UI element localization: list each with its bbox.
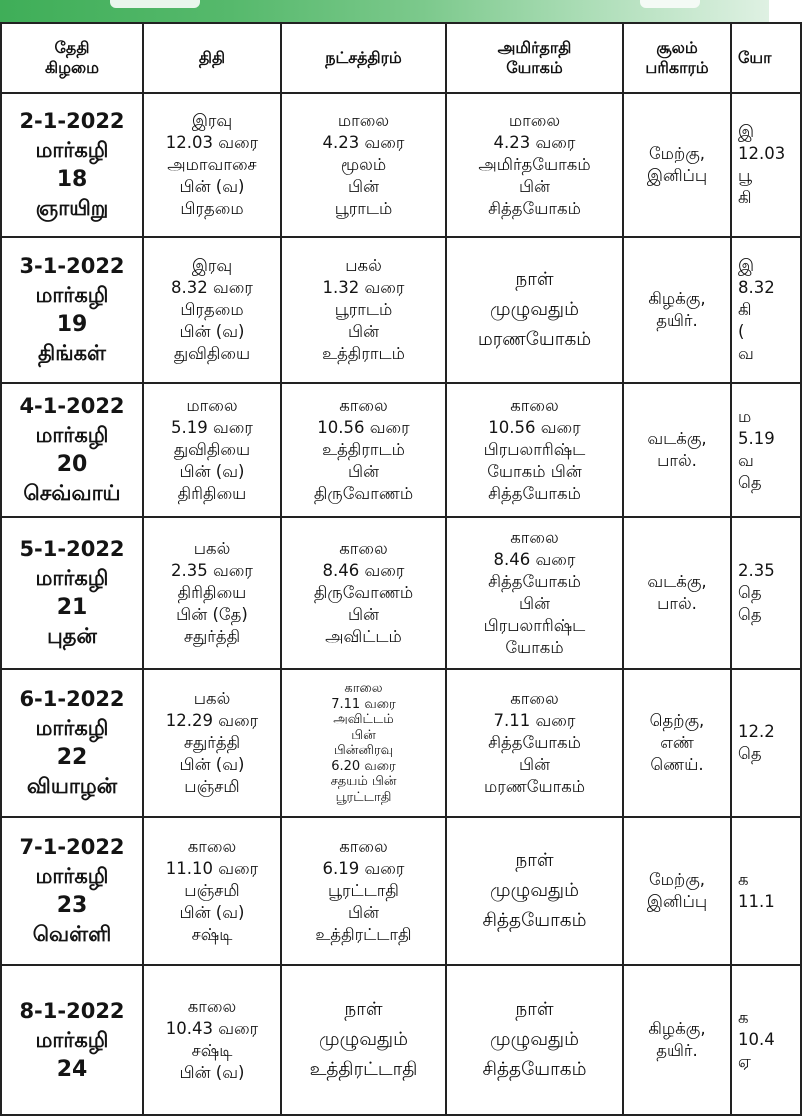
yogam-cell-line: 7.11 வரை <box>493 711 576 730</box>
nakshatram-cell-line: மாலை <box>337 111 390 130</box>
extra-cell-line: 10.4 <box>738 1030 775 1049</box>
nakshatram-cell-line: 4.23 வரை <box>322 133 405 152</box>
yogam-cell-line: பிரபலாரிஷ்ட <box>483 616 586 635</box>
yogam-cell-line: பிரபலாரிஷ்ட <box>483 440 586 459</box>
thithi-cell-line: 2.35 வரை <box>171 561 253 580</box>
nakshatram-cell-line: காலை <box>344 681 383 696</box>
yogam-cell-line: பின் <box>518 594 551 613</box>
date-cell-line: 3-1-2022 <box>19 254 125 278</box>
date-cell-line: 18 <box>56 167 88 192</box>
nakshatram-cell <box>281 517 446 669</box>
table-row <box>1 817 801 965</box>
nakshatram-cell-line: மூலம் <box>340 155 387 174</box>
thithi-cell-line: சஷ்டி <box>191 925 233 944</box>
yogam-cell-line: பின் <box>518 177 551 196</box>
extra-cell-line: தெ <box>738 473 762 492</box>
date-cell-line: 20 <box>56 452 88 477</box>
date-cell-line: 22 <box>56 745 88 770</box>
thithi-cell-line: அமாவாசை <box>167 155 257 174</box>
extra-cell-line: 2.35 <box>738 561 775 580</box>
extra-cell-line: 11.1 <box>738 892 775 911</box>
thithi-cell-line: சஷ்டி <box>191 1041 233 1060</box>
nakshatram-cell-line: பகல் <box>345 256 382 275</box>
nakshatram-cell-line: பின் <box>347 322 380 341</box>
yogam-cell-line: யோகம் <box>505 638 564 657</box>
date-cell-line: மார்கழி <box>35 138 109 162</box>
thithi-cell-line: 10.43 வரை <box>165 1019 259 1038</box>
thithi-cell <box>143 817 281 965</box>
nakshatram-cell <box>281 965 446 1115</box>
soolam-cell <box>623 965 731 1115</box>
soolam-cell-line: எண் <box>660 733 694 752</box>
yogam-cell-line: நாள் <box>515 850 554 871</box>
soolam-cell-line: பால். <box>657 594 697 613</box>
nakshatram-cell-line: 1.32 வரை <box>322 278 405 297</box>
soolam-cell-line: மேற்கு, <box>648 144 706 163</box>
date-cell <box>1 669 143 817</box>
nakshatram-cell-line: பின்னிரவு <box>333 743 394 758</box>
date-cell <box>1 237 143 383</box>
nakshatram-cell <box>281 817 446 965</box>
thithi-cell-line: பின் (வ) <box>179 177 245 196</box>
extra-cell-line: கி <box>738 300 752 319</box>
date-cell-line: திங்கள் <box>38 341 106 365</box>
header-soolam: சூலம் பரிகாரம் <box>623 23 731 93</box>
thithi-cell-line: பஞ்சமி <box>184 881 240 900</box>
thithi-cell-line: பின் (வ) <box>179 322 245 341</box>
extra-cell-line: தெ <box>738 583 762 602</box>
yogam-cell-line: பின் <box>518 755 551 774</box>
yogam-cell-line: சித்தயோகம் <box>488 484 581 503</box>
soolam-cell-line: ணெய். <box>650 755 704 774</box>
soolam-cell-line: தெற்கு, <box>649 711 705 730</box>
table-row <box>1 517 801 669</box>
nakshatram-cell-line: திருவோணம் <box>313 484 414 503</box>
nakshatram-cell <box>281 237 446 383</box>
nakshatram-cell-line: உத்திரட்டாதி <box>315 925 412 944</box>
extra-cell <box>731 383 801 517</box>
extra-cell-line: பூ <box>738 166 752 185</box>
banner-highlight <box>110 0 200 8</box>
nakshatram-cell-line: உத்திராடம் <box>322 344 405 363</box>
extra-cell <box>731 817 801 965</box>
thithi-cell <box>143 383 281 517</box>
yogam-cell-line: மரணயோகம் <box>477 329 592 350</box>
date-cell-line: 5-1-2022 <box>19 537 125 561</box>
thithi-cell <box>143 517 281 669</box>
date-cell-line: மார்கழி <box>35 1027 109 1052</box>
date-cell-line: 24 <box>56 1056 88 1082</box>
thithi-cell-line: 12.29 வரை <box>165 711 259 730</box>
nakshatram-cell-line: பூராடம் <box>334 300 393 319</box>
nakshatram-cell-line: 6.19 வரை <box>322 859 405 878</box>
banner-highlight <box>640 0 700 8</box>
panchangam-table <box>0 22 802 1116</box>
yogam-cell-line: நாள் <box>515 999 554 1020</box>
date-cell-line: மார்கழி <box>35 423 109 447</box>
yogam-cell-line: 4.23 வரை <box>493 133 576 152</box>
extra-cell-line: ஏ <box>738 1052 751 1071</box>
date-cell <box>1 965 143 1115</box>
thithi-cell-line: பிரதமை <box>180 199 244 218</box>
extra-cell <box>731 517 801 669</box>
thithi-cell <box>143 93 281 237</box>
nakshatram-cell-line: பின் <box>347 903 380 922</box>
nakshatram-cell-line: பூரட்டாதி <box>335 789 392 805</box>
thithi-cell-line: சதுர்த்தி <box>183 733 241 752</box>
nakshatram-cell-line: திருவோணம் <box>313 583 414 602</box>
date-cell-line: 21 <box>56 595 88 620</box>
date-cell-line: 7-1-2022 <box>19 835 125 859</box>
yogam-cell-line: சித்தயோகம் <box>488 572 581 591</box>
nakshatram-cell-line: அவிட்டம் <box>333 712 394 727</box>
yogam-cell <box>446 237 623 383</box>
nakshatram-cell-line: உத்திராடம் <box>322 440 405 459</box>
date-cell-line: 4-1-2022 <box>19 394 125 418</box>
nakshatram-cell-line: 6.20 வரை <box>331 758 396 774</box>
extra-cell <box>731 965 801 1115</box>
thithi-cell-line: மாலை <box>186 396 238 415</box>
yogam-cell <box>446 817 623 965</box>
nakshatram-cell-line: நாள் <box>344 999 383 1020</box>
nakshatram-cell-line: காலை <box>339 539 388 558</box>
date-cell-line: 23 <box>56 893 88 918</box>
extra-cell-line: இ <box>738 256 755 275</box>
yogam-cell-line: காலை <box>510 689 559 708</box>
extra-cell-line: 12.2 <box>738 722 775 741</box>
extra-cell-line: 8.32 <box>738 278 775 297</box>
soolam-cell-line: வடக்கு, <box>647 429 707 448</box>
thithi-cell-line: பின் (வ) <box>179 903 245 922</box>
nakshatram-cell-line: பின் <box>351 727 376 743</box>
nakshatram-cell-line: உத்திரட்டாதி <box>309 1059 418 1080</box>
soolam-cell <box>623 517 731 669</box>
yogam-cell-line: 8.46 வரை <box>493 550 576 569</box>
thithi-cell-line: பகல் <box>193 539 231 558</box>
yogam-cell-line: சித்தயோகம் <box>488 733 581 752</box>
header-row <box>1 23 801 93</box>
date-cell-line: செவ்வாய் <box>23 481 121 505</box>
thithi-cell-line: இரவு <box>191 256 233 275</box>
date-cell-line: வியாழன் <box>26 774 118 798</box>
yogam-cell-line: முழுவதும் <box>490 299 579 320</box>
soolam-cell-line: தயிர். <box>656 1041 698 1060</box>
yogam-cell-line: சித்தயோகம் <box>488 199 581 218</box>
yogam-cell-line: யோகம் பின் <box>487 462 582 481</box>
date-cell-line: 8-1-2022 <box>19 998 125 1023</box>
thithi-cell-line: திரிதியை <box>177 484 247 503</box>
soolam-cell <box>623 669 731 817</box>
nakshatram-cell-line: காலை <box>339 396 388 415</box>
extra-cell-line: ( <box>738 322 745 341</box>
yogam-cell-line: அமிர்தயோகம் <box>478 155 591 174</box>
nakshatram-cell <box>281 383 446 517</box>
extra-cell-line: இ <box>738 122 755 141</box>
thithi-cell <box>143 237 281 383</box>
date-cell-line: மார்கழி <box>35 716 109 740</box>
extra-cell-line: தெ <box>738 744 762 763</box>
thithi-cell-line: 12.03 வரை <box>165 133 259 152</box>
extra-cell <box>731 237 801 383</box>
soolam-cell-line: பால். <box>657 451 697 470</box>
extra-cell <box>731 669 801 817</box>
thithi-cell-line: இரவு <box>191 111 233 130</box>
soolam-cell <box>623 817 731 965</box>
extra-cell-line: தெ <box>738 605 762 624</box>
nakshatram-cell-line: காலை <box>339 837 388 856</box>
thithi-cell-line: சதுர்த்தி <box>183 627 241 646</box>
date-cell-line: 2-1-2022 <box>19 109 125 133</box>
yogam-cell <box>446 93 623 237</box>
nakshatram-cell-line: முழுவதும் <box>319 1029 408 1050</box>
thithi-cell-line: பின் (வ) <box>179 755 245 774</box>
soolam-cell <box>623 237 731 383</box>
thithi-cell-line: பிரதமை <box>180 300 244 319</box>
date-cell-line: 6-1-2022 <box>19 687 125 711</box>
extra-cell-line: வ <box>738 344 754 363</box>
soolam-cell <box>623 93 731 237</box>
soolam-cell-line: கிழக்கு, <box>648 1019 706 1038</box>
soolam-cell-line: தயிர். <box>656 311 698 330</box>
soolam-cell-line: கிழக்கு, <box>648 289 706 308</box>
extra-cell-line: 5.19 <box>738 429 775 448</box>
soolam-cell-line: இனிப்பு <box>646 892 708 911</box>
yogam-cell-line: 10.56 வரை <box>488 418 581 437</box>
yogam-cell <box>446 383 623 517</box>
nakshatram-cell-line: 7.11 வரை <box>331 696 396 712</box>
table-row <box>1 965 801 1115</box>
nakshatram-cell <box>281 669 446 817</box>
yogam-cell-line: மரணயோகம் <box>483 777 586 796</box>
thithi-cell-line: 8.32 வரை <box>171 278 253 297</box>
soolam-cell-line: வடக்கு, <box>647 572 707 591</box>
header-nakshatram: நட்சத்திரம் <box>281 23 446 93</box>
date-cell-line: புதன் <box>47 624 97 648</box>
table-row <box>1 669 801 817</box>
date-cell-line: வெள்ளி <box>32 922 112 946</box>
table-row <box>1 93 801 237</box>
nakshatram-cell-line: 10.56 வரை <box>317 418 410 437</box>
date-cell <box>1 383 143 517</box>
nakshatram-cell <box>281 93 446 237</box>
table-row <box>1 383 801 517</box>
thithi-cell-line: துவிதியை <box>173 440 251 459</box>
extra-cell-line: கி <box>738 188 752 207</box>
date-cell-line: 19 <box>56 312 88 337</box>
thithi-cell-line: துவிதியை <box>173 344 251 363</box>
yogam-cell-line: மாலை <box>508 111 561 130</box>
date-cell-line: மார்கழி <box>35 864 109 888</box>
top-banner <box>0 0 769 22</box>
extra-cell-line: 12.03 <box>738 144 786 163</box>
thithi-cell <box>143 669 281 817</box>
header-date-day: தேதி கிழமை <box>1 23 143 93</box>
date-cell-line: மார்கழி <box>35 566 109 590</box>
nakshatram-cell-line: பூராடம் <box>334 199 393 218</box>
nakshatram-cell-line: பின் <box>347 605 380 624</box>
date-cell <box>1 817 143 965</box>
soolam-cell-line: மேற்கு, <box>648 870 706 889</box>
thithi-cell-line: பஞ்சமி <box>184 777 240 796</box>
thithi-cell-line: பின் (வ) <box>179 462 245 481</box>
yogam-cell-line: காலை <box>510 528 559 547</box>
yogam-cell-line: முழுவதும் <box>490 1029 579 1050</box>
yogam-cell-line: சித்தயோகம் <box>482 1059 587 1080</box>
nakshatram-cell-line: 8.46 வரை <box>322 561 405 580</box>
thithi-cell-line: பின் (வ) <box>179 1063 245 1082</box>
nakshatram-cell-line: பின் <box>347 462 380 481</box>
soolam-cell <box>623 383 731 517</box>
thithi-cell-line: பகல் <box>193 689 231 708</box>
table-row <box>1 237 801 383</box>
extra-cell-line: க <box>738 870 749 889</box>
yogam-cell-line: காலை <box>510 396 559 415</box>
yogam-cell <box>446 669 623 817</box>
yogam-cell-line: முழுவதும் <box>490 880 579 901</box>
soolam-cell-line: இனிப்பு <box>646 166 708 185</box>
yogam-cell <box>446 517 623 669</box>
yogam-cell <box>446 965 623 1115</box>
date-cell-line: ஞாயிறு <box>35 196 109 220</box>
thithi-cell-line: திரிதியை <box>177 583 247 602</box>
nakshatram-cell-line: சதயம் பின் <box>330 774 397 789</box>
extra-cell-line: க <box>738 1008 749 1027</box>
thithi-cell-line: பின் (தே) <box>176 605 248 624</box>
extra-cell-line: வ <box>738 451 754 470</box>
date-cell <box>1 93 143 237</box>
thithi-cell-line: காலை <box>187 997 237 1016</box>
thithi-cell-line: 11.10 வரை <box>165 859 259 878</box>
nakshatram-cell-line: பூரட்டாதி <box>328 881 399 900</box>
header-thithi: திதி <box>143 23 281 93</box>
yogam-cell-line: சித்தயோகம் <box>482 910 587 931</box>
extra-cell <box>731 93 801 237</box>
thithi-cell-line: காலை <box>187 837 237 856</box>
thithi-cell <box>143 965 281 1115</box>
extra-cell-line: ம <box>738 407 752 426</box>
date-cell-line: மார்கழி <box>35 283 109 307</box>
date-cell <box>1 517 143 669</box>
nakshatram-cell-line: பின் <box>347 177 380 196</box>
header-yogam: அமிர்தாதி யோகம் <box>446 23 623 93</box>
yogam-cell-line: நாள் <box>515 269 554 290</box>
thithi-cell-line: 5.19 வரை <box>171 418 253 437</box>
nakshatram-cell-line: அவிட்டம் <box>325 627 402 646</box>
header-extra: யோ <box>731 23 801 93</box>
